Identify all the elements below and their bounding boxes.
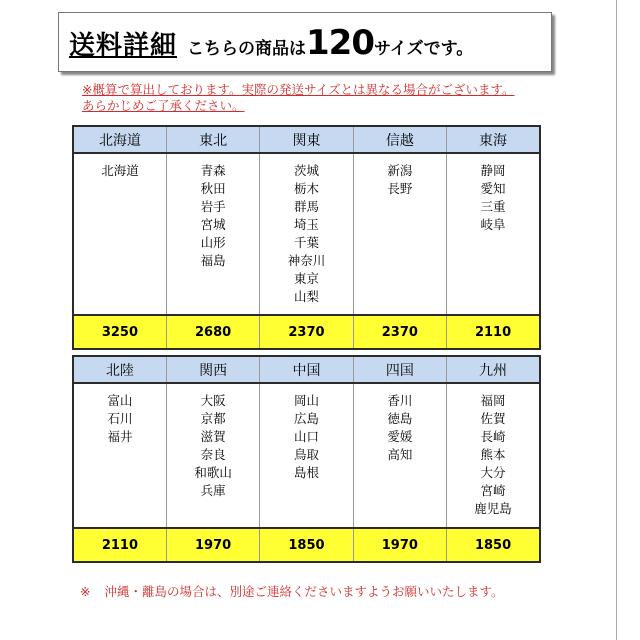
prefecture: 愛知 <box>480 181 506 196</box>
prefecture: 滋賀 <box>200 429 226 444</box>
prefecture: 群馬 <box>293 199 319 214</box>
region-name: 四国 <box>353 356 446 383</box>
prefecture: 鳥取 <box>293 447 319 462</box>
region-name: 東北 <box>166 126 259 153</box>
prefecture: 三重 <box>480 199 506 214</box>
prefecture: 徳島 <box>387 411 413 426</box>
shipping-table-2 <box>72 355 541 563</box>
shipping-price: 2680 <box>166 315 259 349</box>
shipping-table-1 <box>72 125 541 350</box>
prefecture: 長崎 <box>480 429 506 444</box>
prefecture: 東京 <box>293 271 319 286</box>
region-name: 九州 <box>447 356 540 383</box>
region-name: 関東 <box>260 126 353 153</box>
prefecture-list <box>353 383 446 528</box>
prefecture: 鹿児島 <box>474 501 512 516</box>
prefecture: 埼玉 <box>293 217 319 232</box>
prefecture: 茨城 <box>293 163 319 178</box>
prefecture: 神奈川 <box>287 253 326 268</box>
subtitle-prefix: こちらの商品は <box>187 39 307 59</box>
prefecture-list <box>353 153 446 315</box>
prefecture: 熊本 <box>480 447 506 462</box>
shipping-price: 1970 <box>166 528 259 562</box>
prefecture: 兵庫 <box>200 483 226 498</box>
region-name: 信越 <box>353 126 446 153</box>
prefecture: 石川 <box>107 411 133 426</box>
prefecture: 奈良 <box>200 447 226 462</box>
footer-text: 沖縄・離島の場合は、別途ご連絡くださいますようお願いいたします。 <box>104 584 504 599</box>
prefecture: 佐賀 <box>480 411 506 426</box>
header-box <box>58 12 552 72</box>
prefecture: 岡山 <box>293 393 319 408</box>
prefecture: 福島 <box>200 253 226 268</box>
region-name: 関西 <box>166 356 259 383</box>
prefecture: 福井 <box>107 429 133 444</box>
region-name: 北海道 <box>73 126 166 153</box>
prefecture: 静岡 <box>480 163 506 178</box>
prefecture-list <box>260 153 353 315</box>
prefecture-list <box>73 383 166 528</box>
prefecture-list <box>260 383 353 528</box>
title-text: 送料詳細 <box>69 31 178 61</box>
prefecture: 岩手 <box>200 199 226 214</box>
prefecture: 宮城 <box>200 217 226 232</box>
region-name: 北陸 <box>73 356 166 383</box>
region-header-row <box>73 126 540 153</box>
prefecture-row <box>73 383 540 528</box>
region-name: 中国 <box>260 356 353 383</box>
prefecture: 山梨 <box>293 289 319 304</box>
prefecture: 愛媛 <box>387 429 413 444</box>
shipping-price: 2110 <box>73 528 166 562</box>
notice <box>82 82 542 114</box>
prefecture: 山口 <box>293 429 319 444</box>
notice-line-1: ※概算で算出しております。実際の発送サイズとは異なる場合がございます。 <box>82 82 515 97</box>
prefecture: 高知 <box>387 447 413 462</box>
region-name: 東海 <box>447 126 540 153</box>
header-title <box>69 23 473 63</box>
prefecture-list <box>447 153 540 315</box>
right-divider <box>616 0 617 640</box>
subtitle-suffix: サイズです。 <box>374 39 474 59</box>
shipping-price: 1850 <box>260 528 353 562</box>
region-header-row <box>73 356 540 383</box>
prefecture: 島根 <box>293 465 319 480</box>
prefecture: 香川 <box>387 393 413 408</box>
prefecture: 千葉 <box>293 235 319 250</box>
prefecture: 北海道 <box>101 163 139 178</box>
prefecture: 広島 <box>293 411 319 426</box>
prefecture: 宮崎 <box>480 483 506 498</box>
size-number: 120 <box>306 23 374 63</box>
prefecture: 福岡 <box>480 393 506 408</box>
prefecture: 大分 <box>480 465 506 480</box>
prefecture: 山形 <box>200 235 226 250</box>
prefecture: 京都 <box>200 411 226 426</box>
notice-line-2: あらかじめご了承ください。 <box>82 98 245 113</box>
shipping-price: 1970 <box>353 528 446 562</box>
prefecture-list <box>166 153 259 315</box>
prefecture: 新潟 <box>387 163 413 178</box>
note-mark: ※ <box>80 584 91 599</box>
prefecture-list <box>447 383 540 528</box>
prefecture: 青森 <box>200 163 226 178</box>
price-row <box>73 315 540 349</box>
prefecture: 富山 <box>107 393 133 408</box>
prefecture-row <box>73 153 540 315</box>
prefecture: 岐阜 <box>480 217 506 232</box>
prefecture: 和歌山 <box>194 465 232 480</box>
prefecture-list <box>73 153 166 315</box>
prefecture: 長野 <box>387 181 413 196</box>
prefecture: 秋田 <box>200 181 226 196</box>
prefecture: 栃木 <box>293 181 319 196</box>
shipping-price: 2370 <box>260 315 353 349</box>
prefecture-list <box>166 383 259 528</box>
shipping-price: 1850 <box>447 528 540 562</box>
footer-note <box>80 582 504 600</box>
price-row <box>73 528 540 562</box>
prefecture: 大阪 <box>200 393 226 408</box>
shipping-price: 2370 <box>353 315 446 349</box>
shipping-price: 3250 <box>73 315 166 349</box>
shipping-price: 2110 <box>447 315 540 349</box>
